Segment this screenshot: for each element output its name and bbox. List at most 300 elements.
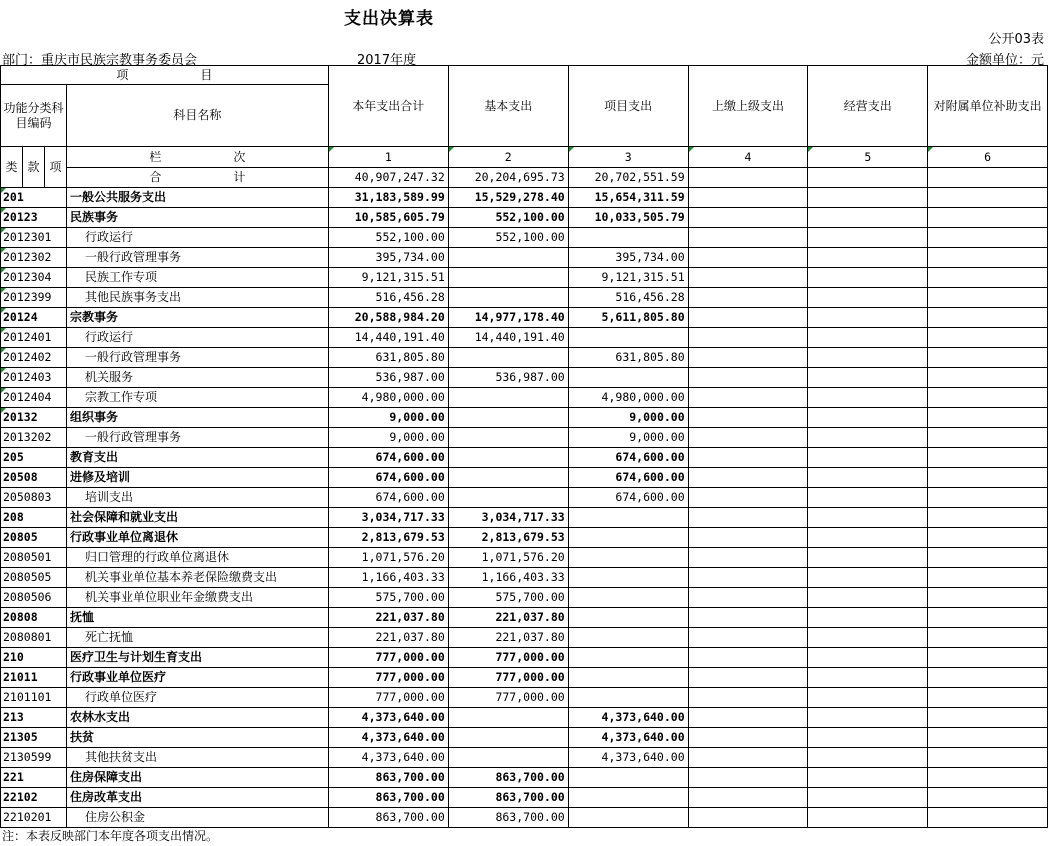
upper-amount — [688, 228, 808, 248]
subject-code: 20123 — [1, 208, 67, 228]
project-amount: 395,734.00 — [568, 248, 688, 268]
project-amount — [568, 228, 688, 248]
total-amount: 1,071,576.20 — [328, 548, 448, 568]
subject-code: 20132 — [1, 408, 67, 428]
subject-name: 住房公积金 — [66, 808, 328, 828]
subject-name: 其他扶贫支出 — [66, 748, 328, 768]
subsidy-amount — [928, 628, 1048, 648]
project-amount — [568, 788, 688, 808]
basic-amount: 1,071,576.20 — [448, 548, 568, 568]
basic-column-header: 基本支出 — [448, 66, 568, 147]
subject-name: 一般行政管理事务 — [66, 248, 328, 268]
form-number: 公开03表 — [988, 32, 1044, 47]
project-amount — [568, 628, 688, 648]
table-row — [1, 788, 1048, 808]
table-row — [1, 388, 1048, 408]
total-amount: 863,700.00 — [328, 808, 448, 828]
subject-code: 2101101 — [1, 688, 67, 708]
subsidy-amount — [928, 528, 1048, 548]
subject-code: 2080506 — [1, 588, 67, 608]
table-row — [1, 688, 1048, 708]
total-amount: 10,585,605.79 — [328, 208, 448, 228]
subsidy-amount — [928, 588, 1048, 608]
subject-name: 一般行政管理事务 — [66, 348, 328, 368]
project-amount: 674,600.00 — [568, 468, 688, 488]
upper-amount — [688, 188, 808, 208]
table-row — [1, 648, 1048, 668]
subject-code: 2210201 — [1, 808, 67, 828]
upper-amount — [688, 388, 808, 408]
subject-name: 民族工作专项 — [66, 268, 328, 288]
table-row — [1, 368, 1048, 388]
table-row — [1, 808, 1048, 828]
basic-amount: 14,977,178.40 — [448, 308, 568, 328]
total-amount: 1,166,403.33 — [328, 568, 448, 588]
subsidy-amount — [928, 328, 1048, 348]
subsidy-amount — [928, 728, 1048, 748]
upper-amount — [688, 688, 808, 708]
upper-amount — [688, 288, 808, 308]
subject-name: 一般行政管理事务 — [66, 428, 328, 448]
subsidy-amount — [928, 688, 1048, 708]
project-amount: 9,000.00 — [568, 428, 688, 448]
subsidy-amount — [928, 748, 1048, 768]
subsidy-amount — [928, 648, 1048, 668]
subsidy-amount — [928, 428, 1048, 448]
upper-amount — [688, 208, 808, 228]
total-amount: 4,373,640.00 — [328, 728, 448, 748]
operating-amount — [808, 248, 928, 268]
totals-upper — [688, 168, 808, 188]
project-amount: 4,373,640.00 — [568, 728, 688, 748]
subject-code: 22102 — [1, 788, 67, 808]
basic-amount — [448, 268, 568, 288]
subject-code: 2012402 — [1, 348, 67, 368]
subject-name: 宗教事务 — [66, 308, 328, 328]
operating-amount — [808, 468, 928, 488]
total-amount: 221,037.80 — [328, 628, 448, 648]
totals-total: 40,907,247.32 — [328, 168, 448, 188]
basic-amount: 14,440,191.40 — [448, 328, 568, 348]
project-amount — [568, 768, 688, 788]
subject-name: 行政事业单位医疗 — [66, 668, 328, 688]
total-amount: 674,600.00 — [328, 488, 448, 508]
operating-amount — [808, 568, 928, 588]
table-row — [1, 408, 1048, 428]
subject-code: 221 — [1, 768, 67, 788]
operating-amount — [808, 488, 928, 508]
operating-amount — [808, 208, 928, 228]
table-row — [1, 268, 1048, 288]
table-row — [1, 448, 1048, 468]
subject-name: 医疗卫生与计划生育支出 — [66, 648, 328, 668]
project-amount: 4,373,640.00 — [568, 708, 688, 728]
total-amount: 31,183,589.99 — [328, 188, 448, 208]
project-amount — [568, 688, 688, 708]
total-amount: 4,373,640.00 — [328, 708, 448, 728]
name-header: 科目名称 — [66, 85, 328, 147]
total-amount: 674,600.00 — [328, 468, 448, 488]
subsidy-column-header: 对附属单位补助支出 — [928, 66, 1048, 147]
item-group-header: 项 目 — [1, 66, 329, 85]
col-num: 3 — [568, 147, 688, 168]
table-row — [1, 588, 1048, 608]
upper-amount — [688, 468, 808, 488]
operating-amount — [808, 688, 928, 708]
upper-amount — [688, 648, 808, 668]
total-amount: 863,700.00 — [328, 788, 448, 808]
operating-column-header: 经营支出 — [808, 66, 928, 147]
project-amount: 5,611,805.80 — [568, 308, 688, 328]
total-amount: 20,588,984.20 — [328, 308, 448, 328]
subject-code: 20124 — [1, 308, 67, 328]
upper-amount — [688, 568, 808, 588]
header-row-1 — [1, 66, 1048, 85]
table-row — [1, 708, 1048, 728]
table-row — [1, 328, 1048, 348]
subsidy-amount — [928, 548, 1048, 568]
expenditure-table — [0, 65, 1048, 828]
kuan-header: 款 — [22, 147, 44, 188]
subject-code: 2012404 — [1, 388, 67, 408]
basic-amount: 863,700.00 — [448, 768, 568, 788]
basic-amount — [448, 488, 568, 508]
operating-amount — [808, 528, 928, 548]
total-amount: 14,440,191.40 — [328, 328, 448, 348]
upper-amount — [688, 328, 808, 348]
operating-amount — [808, 808, 928, 828]
operating-amount — [808, 648, 928, 668]
basic-amount — [448, 728, 568, 748]
subject-code: 2012399 — [1, 288, 67, 308]
total-amount: 9,000.00 — [328, 408, 448, 428]
project-amount — [568, 368, 688, 388]
col-num: 4 — [688, 147, 808, 168]
totals-row — [1, 168, 1048, 188]
operating-amount — [808, 288, 928, 308]
operating-amount — [808, 668, 928, 688]
operating-amount — [808, 268, 928, 288]
total-amount: 395,734.00 — [328, 248, 448, 268]
total-column-header: 本年支出合计 — [328, 66, 448, 147]
project-amount — [568, 568, 688, 588]
upper-amount — [688, 428, 808, 448]
upper-amount — [688, 448, 808, 468]
table-row — [1, 308, 1048, 328]
subject-code: 2080501 — [1, 548, 67, 568]
lei-header: 类 — [1, 147, 23, 188]
basic-amount: 2,813,679.53 — [448, 528, 568, 548]
table-row — [1, 248, 1048, 268]
basic-amount: 536,987.00 — [448, 368, 568, 388]
project-amount: 674,600.00 — [568, 448, 688, 468]
fiscal-year: 2017年度 — [357, 53, 417, 68]
total-amount: 863,700.00 — [328, 768, 448, 788]
subsidy-amount — [928, 228, 1048, 248]
table-row — [1, 528, 1048, 548]
project-amount: 9,000.00 — [568, 408, 688, 428]
col-num: 5 — [808, 147, 928, 168]
operating-amount — [808, 728, 928, 748]
basic-amount — [448, 248, 568, 268]
subject-code: 213 — [1, 708, 67, 728]
subject-name: 住房改革支出 — [66, 788, 328, 808]
subsidy-amount — [928, 288, 1048, 308]
table-row — [1, 348, 1048, 368]
project-amount: 4,373,640.00 — [568, 748, 688, 768]
subject-code: 210 — [1, 648, 67, 668]
project-amount — [568, 508, 688, 528]
totals-basic: 20,204,695.73 — [448, 168, 568, 188]
upper-amount — [688, 788, 808, 808]
operating-amount — [808, 548, 928, 568]
subsidy-amount — [928, 708, 1048, 728]
subject-name: 机关服务 — [66, 368, 328, 388]
table-row — [1, 228, 1048, 248]
total-amount: 2,813,679.53 — [328, 528, 448, 548]
operating-amount — [808, 748, 928, 768]
project-amount: 10,033,505.79 — [568, 208, 688, 228]
operating-amount — [808, 368, 928, 388]
basic-amount: 777,000.00 — [448, 688, 568, 708]
basic-amount — [448, 708, 568, 728]
total-amount: 221,037.80 — [328, 608, 448, 628]
basic-amount: 15,529,278.40 — [448, 188, 568, 208]
basic-amount: 552,100.00 — [448, 228, 568, 248]
subject-name: 行政运行 — [66, 328, 328, 348]
basic-amount: 221,037.80 — [448, 628, 568, 648]
table-row — [1, 608, 1048, 628]
operating-amount — [808, 348, 928, 368]
subsidy-amount — [928, 388, 1048, 408]
operating-amount — [808, 228, 928, 248]
subsidy-amount — [928, 788, 1048, 808]
subsidy-amount — [928, 248, 1048, 268]
subject-name: 归口管理的行政单位离退休 — [66, 548, 328, 568]
basic-amount: 221,037.80 — [448, 608, 568, 628]
operating-amount — [808, 588, 928, 608]
subject-name: 民族事务 — [66, 208, 328, 228]
total-amount: 4,980,000.00 — [328, 388, 448, 408]
basic-amount: 863,700.00 — [448, 808, 568, 828]
project-amount: 674,600.00 — [568, 488, 688, 508]
operating-amount — [808, 428, 928, 448]
totals-project: 20,702,551.59 — [568, 168, 688, 188]
table-row — [1, 668, 1048, 688]
total-amount: 9,000.00 — [328, 428, 448, 448]
subject-code: 201 — [1, 188, 67, 208]
subsidy-amount — [928, 368, 1048, 388]
table-row — [1, 488, 1048, 508]
totals-operating — [808, 168, 928, 188]
subject-code: 2130599 — [1, 748, 67, 768]
basic-amount: 777,000.00 — [448, 648, 568, 668]
subject-code: 2050803 — [1, 488, 67, 508]
basic-amount: 777,000.00 — [448, 668, 568, 688]
subject-code: 2080801 — [1, 628, 67, 648]
project-amount: 9,121,315.51 — [568, 268, 688, 288]
subsidy-amount — [928, 308, 1048, 328]
col-num: 1 — [328, 147, 448, 168]
header-row-3 — [1, 147, 1048, 168]
upper-amount — [688, 748, 808, 768]
project-amount: 631,805.80 — [568, 348, 688, 368]
col-num: 2 — [448, 147, 568, 168]
total-amount: 777,000.00 — [328, 668, 448, 688]
subject-name: 农林水支出 — [66, 708, 328, 728]
subject-code: 205 — [1, 448, 67, 468]
basic-amount: 863,700.00 — [448, 788, 568, 808]
upper-amount — [688, 708, 808, 728]
subject-name: 机关事业单位基本养老保险缴费支出 — [66, 568, 328, 588]
project-amount: 4,980,000.00 — [568, 388, 688, 408]
subject-code: 208 — [1, 508, 67, 528]
total-amount: 674,600.00 — [328, 448, 448, 468]
total-amount: 3,034,717.33 — [328, 508, 448, 528]
upper-amount — [688, 628, 808, 648]
total-amount: 575,700.00 — [328, 588, 448, 608]
basic-amount — [448, 448, 568, 468]
upper-amount — [688, 488, 808, 508]
subject-code: 20508 — [1, 468, 67, 488]
code-header: 功能分类科目编码 — [1, 85, 67, 147]
project-column-header: 项目支出 — [568, 66, 688, 147]
subject-name: 社会保障和就业支出 — [66, 508, 328, 528]
operating-amount — [808, 708, 928, 728]
subject-name: 死亡抚恤 — [66, 628, 328, 648]
xiang-header: 项 — [44, 147, 66, 188]
basic-amount — [448, 468, 568, 488]
table-row — [1, 508, 1048, 528]
upper-amount — [688, 248, 808, 268]
project-amount — [568, 648, 688, 668]
table-row — [1, 468, 1048, 488]
table-row — [1, 748, 1048, 768]
subject-name: 一般公共服务支出 — [66, 188, 328, 208]
subsidy-amount — [928, 488, 1048, 508]
subject-name: 行政事业单位离退休 — [66, 528, 328, 548]
subject-code: 20808 — [1, 608, 67, 628]
subject-name: 行政单位医疗 — [66, 688, 328, 708]
project-amount — [568, 668, 688, 688]
subsidy-amount — [928, 188, 1048, 208]
operating-amount — [808, 308, 928, 328]
totals-subsidy — [928, 168, 1048, 188]
project-amount — [568, 608, 688, 628]
table-row — [1, 768, 1048, 788]
basic-amount — [448, 348, 568, 368]
total-amount: 4,373,640.00 — [328, 748, 448, 768]
project-amount — [568, 528, 688, 548]
basic-amount: 1,166,403.33 — [448, 568, 568, 588]
subject-code: 20805 — [1, 528, 67, 548]
total-amount: 9,121,315.51 — [328, 268, 448, 288]
operating-amount — [808, 508, 928, 528]
subject-name: 组织事务 — [66, 408, 328, 428]
upper-column-header: 上缴上级支出 — [688, 66, 808, 147]
total-amount: 536,987.00 — [328, 368, 448, 388]
basic-amount — [448, 428, 568, 448]
subsidy-amount — [928, 348, 1048, 368]
department-label: 部门：重庆市民族宗教事务委员会 — [2, 53, 198, 68]
col-num: 6 — [928, 147, 1048, 168]
upper-amount — [688, 368, 808, 388]
upper-amount — [688, 528, 808, 548]
total-amount: 777,000.00 — [328, 648, 448, 668]
operating-amount — [808, 768, 928, 788]
operating-amount — [808, 328, 928, 348]
upper-amount — [688, 808, 808, 828]
subject-name: 行政运行 — [66, 228, 328, 248]
upper-amount — [688, 348, 808, 368]
upper-amount — [688, 548, 808, 568]
footnote: 注：本表反映部门本年度各项支出情况。 — [2, 829, 219, 843]
basic-amount: 552,100.00 — [448, 208, 568, 228]
subject-name: 进修及培训 — [66, 468, 328, 488]
operating-amount — [808, 188, 928, 208]
amount-unit: 金额单位：元 — [965, 53, 1044, 68]
subsidy-amount — [928, 208, 1048, 228]
subsidy-amount — [928, 448, 1048, 468]
table-row — [1, 428, 1048, 448]
table-row — [1, 628, 1048, 648]
total-amount: 552,100.00 — [328, 228, 448, 248]
project-amount — [568, 548, 688, 568]
upper-amount — [688, 588, 808, 608]
subsidy-amount — [928, 408, 1048, 428]
subsidy-amount — [928, 468, 1048, 488]
subject-name: 扶贫 — [66, 728, 328, 748]
total-amount: 777,000.00 — [328, 688, 448, 708]
upper-amount — [688, 608, 808, 628]
upper-amount — [688, 308, 808, 328]
subject-code: 2012304 — [1, 268, 67, 288]
total-amount: 516,456.28 — [328, 288, 448, 308]
table-row — [1, 548, 1048, 568]
subject-code: 21305 — [1, 728, 67, 748]
subject-name: 培训支出 — [66, 488, 328, 508]
subject-code: 2013202 — [1, 428, 67, 448]
upper-amount — [688, 768, 808, 788]
operating-amount — [808, 608, 928, 628]
operating-amount — [808, 788, 928, 808]
subject-name: 其他民族事务支出 — [66, 288, 328, 308]
operating-amount — [808, 628, 928, 648]
subject-code: 2012302 — [1, 248, 67, 268]
upper-amount — [688, 268, 808, 288]
subject-code: 2012401 — [1, 328, 67, 348]
basic-amount — [448, 408, 568, 428]
project-amount — [568, 808, 688, 828]
subsidy-amount — [928, 268, 1048, 288]
subsidy-amount — [928, 768, 1048, 788]
upper-amount — [688, 728, 808, 748]
subject-code: 2080505 — [1, 568, 67, 588]
lan-ci-header: 栏 次 — [66, 147, 328, 168]
project-amount: 516,456.28 — [568, 288, 688, 308]
table-row — [1, 208, 1048, 228]
subject-name: 抚恤 — [66, 608, 328, 628]
subject-code: 2012403 — [1, 368, 67, 388]
table-row — [1, 188, 1048, 208]
subsidy-amount — [928, 608, 1048, 628]
subject-code: 2012301 — [1, 228, 67, 248]
subsidy-amount — [928, 508, 1048, 528]
upper-amount — [688, 508, 808, 528]
basic-amount — [448, 288, 568, 308]
basic-amount: 3,034,717.33 — [448, 508, 568, 528]
subsidy-amount — [928, 668, 1048, 688]
